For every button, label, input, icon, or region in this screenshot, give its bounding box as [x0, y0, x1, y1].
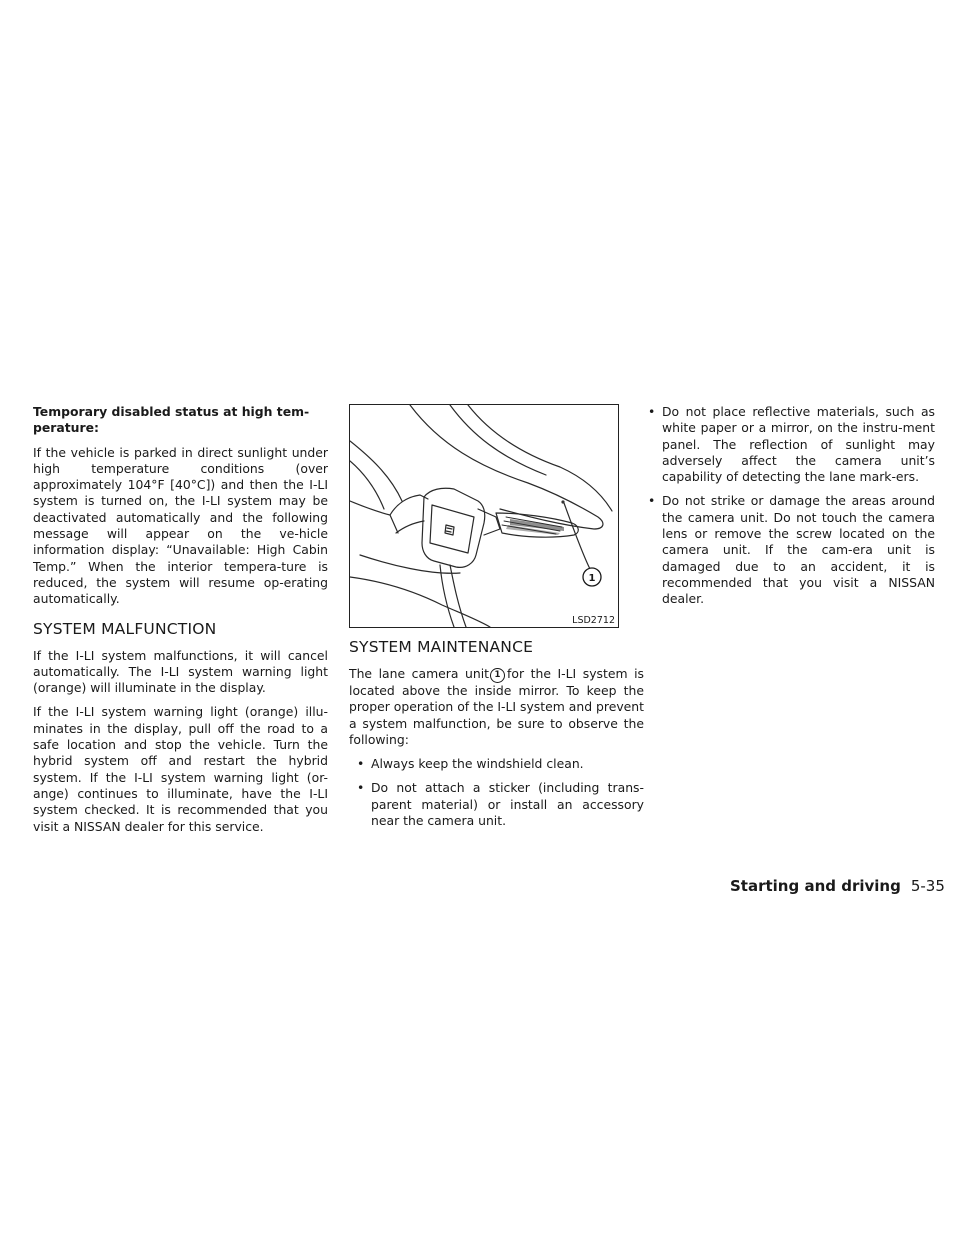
list-item: • Do not attach a sticker (including trans-parent material) or install an accessory near the camera unit.: [349, 780, 644, 829]
figure-code: LSD2712: [572, 615, 615, 626]
paragraph-high-temperature: If the vehicle is parked in direct sunlight under high temperature conditions (over approximately 104°F [40°C]) and then the I-LI system is turned on, the I-LI system may be deactivated automatically and the following message will appear on the ve-hicle information display: “Unavailable: High Cabin Temp.” When the interior tempera-ture is reduced, the system will resume op-erating automatically.: [33, 444, 328, 607]
callout-1-icon: 1: [490, 668, 505, 683]
camera-unit-figure: [349, 404, 619, 628]
section-title-system-maintenance: SYSTEM MAINTENANCE: [349, 638, 534, 656]
camera-unit-illustration: [350, 405, 618, 627]
paragraph-maintenance-intro: [349, 666, 644, 748]
paragraph-malfunction-1: If the I-LI system malfunctions, it will cancel automatically. The I-LI system warning light (orange) will illuminate in the display.: [33, 647, 328, 696]
paragraph-malfunction-2: If the I-LI system warning light (orange) illu-minates in the display, pull off the road to a safe location and stop the vehicle. Turn the hybrid system off and restart the hybrid system. If the I-LI system warning light (or-ange) continues to illuminate, have the I-LI system checked. It is recommended that you visit a NISSAN dealer for this service.: [33, 704, 328, 834]
page-footer: [730, 877, 945, 895]
intro-text-start: The lane camera unit: [349, 666, 490, 681]
list-item: • Always keep the windshield clean.: [349, 756, 644, 772]
list-item: • Do not place reflective materials, such as white paper or a mirror, on the instru-ment panel. The reflection of sunlight may adversely affect the camera unit’s capability of detecting the lane mark-ers.: [640, 404, 935, 485]
figure-callout-label: 1: [588, 573, 596, 584]
maintenance-bullet-list: [349, 756, 644, 829]
middle-column: [349, 404, 644, 837]
section-title-system-malfunction: SYSTEM MALFUNCTION: [33, 619, 217, 638]
left-column: [33, 404, 328, 843]
intro-text-end: for the I-LI system is located above the inside mirror. To keep the proper operation of the I-LI system and prevent a system malfunction, be sure to observe the following:: [349, 666, 644, 747]
footer-section-title: Starting and driving: [730, 877, 901, 895]
page-number: 5-35: [910, 877, 945, 895]
subheading-high-temperature: Temporary disabled status at high tem-perature:: [33, 404, 310, 436]
right-column: [640, 404, 935, 616]
list-item: • Do not strike or damage the areas around the camera unit. Do not touch the camera lens or remove the screw located on the camera unit. If the cam-era unit is damaged due to an accident, it is recommended that you visit a NISSAN dealer.: [640, 493, 935, 607]
maintenance-bullet-list-continued: [640, 404, 935, 608]
